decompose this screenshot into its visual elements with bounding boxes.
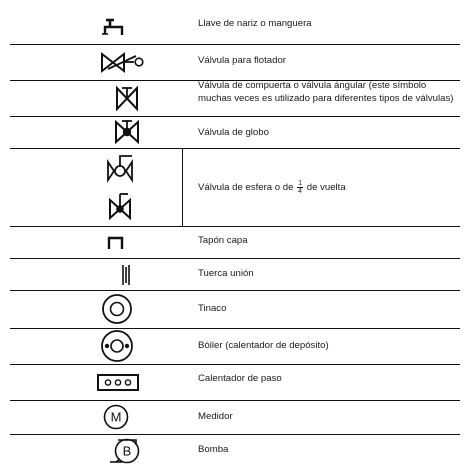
legend-row-cap (0, 226, 474, 258)
gate-valve-icon (10, 80, 210, 116)
legend-label: Calentador de paso (198, 373, 282, 384)
legend-row-meter (0, 400, 474, 434)
legend-row-faucet (0, 8, 474, 44)
meter-letter: M (110, 409, 122, 425)
legend-row-pump (0, 434, 474, 470)
legend-row-ball-valve (0, 148, 474, 226)
tank-icon (10, 290, 210, 328)
globe-valve-icon (10, 116, 210, 148)
legend-label: Válvula de compuerta o válvula ángular (este símbolo muchas veces es utilizado para diferentes tipos de válvulas) (198, 80, 454, 104)
legend-label: Tinaco (198, 303, 227, 314)
meter-icon (10, 400, 210, 434)
legend-row-globe-valve (0, 116, 474, 148)
faucet-icon (10, 8, 210, 44)
legend-label: Bomba (198, 444, 229, 455)
legend-label: Válvula de globo (198, 127, 269, 138)
legend-label: Llave de nariz o manguera (198, 18, 312, 29)
pass-heater-icon (10, 364, 210, 400)
legend-row-union (0, 258, 474, 290)
legend-row-pass-heater (0, 364, 474, 400)
legend-row-gate-valve (0, 80, 474, 116)
label-text-before: Válvula de esfera o de (198, 182, 294, 193)
legend-row-tank (0, 290, 474, 328)
legend-label: Tapón capa (198, 235, 248, 246)
column-divider (182, 148, 183, 226)
legend-label: Medidor (198, 411, 233, 422)
boiler-icon (10, 328, 210, 364)
legend-label: Bóiler (calentador de depósito) (198, 340, 329, 351)
label-text-after: de vuelta (306, 182, 346, 193)
ball-valve-icon (10, 148, 210, 226)
float-valve-icon (10, 44, 210, 80)
fraction-one-quarter: $\frac{1}{4}$ (298, 180, 303, 195)
legend-label: Válvula para flotador (198, 55, 286, 66)
legend-row-boiler (0, 328, 474, 364)
union-icon (10, 258, 210, 290)
legend-row-float-valve (0, 44, 474, 80)
legend-label: Tuerca unión (198, 268, 254, 279)
pump-letter: B (122, 443, 132, 459)
pump-icon (10, 434, 210, 470)
cap-icon (10, 226, 210, 258)
legend-label (198, 180, 460, 195)
